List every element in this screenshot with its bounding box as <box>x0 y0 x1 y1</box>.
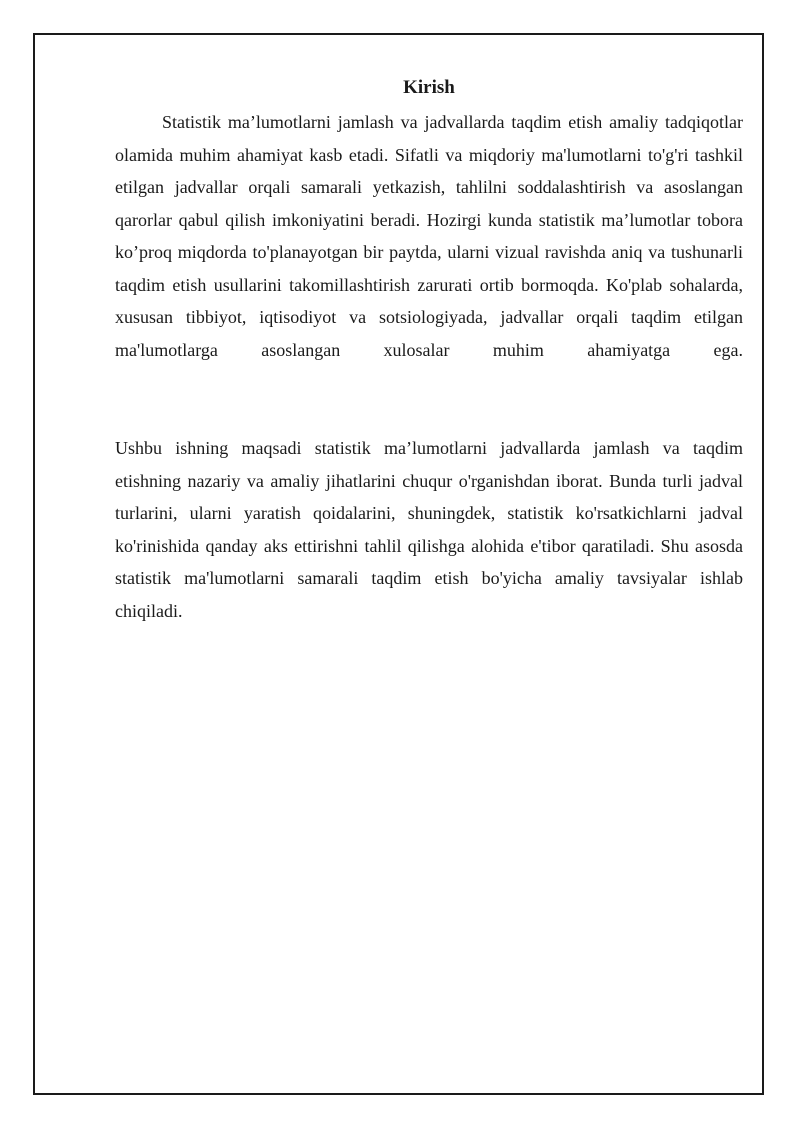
introduction-paragraph: Statistik ma’lumotlarni jamlash va jadvallarda taqdim etish amaliy tadqiqotlar olamida muhim ahamiyat kasb etadi. Sifatli va miqdoriy ma'lumotlarni to'g'ri tashkil etilgan jadvallar orqali samarali yetkazish, tahlilni soddalashtirish va asoslangan qarorlar qabul qilish imkoniyatini beradi. Hozirgi kunda statistik ma’lumotlar tobora ko’proq miqdorda to'planayotgan bir paytda, ularni vizual ravishda aniq va tushunarli taqdim etish usullarini takomillashtirish zarurati ortib bormoqda. Ko'plab sohalarda, xususan tibbiyot, iqtisodiyot va sotsiologiyada, jadvallar orqali taqdim etilgan ma'lumotlarga asoslangan xulosalar muhim ahamiyatga ega. <box>115 112 743 360</box>
purpose-paragraph: Ushbu ishning maqsadi statistik ma’lumotlarni jadvallarda jamlash va taqdim etishning nazariy va amaliy jihatlarini chuqur o'rganishdan iborat. Bunda turli jadval turlarini, ularni yaratish qoidalarini, shuningdek, statistik ko'rsatkichlarni jadval ko'rinishida qanday aks ettirishni tahlil qilishga alohida e'tibor qaratiladi. Shu asosda statistik ma'lumotlarni samarali taqdim etish bo'yicha amaliy tavsiyalar ishlab chiqiladi. <box>115 438 743 621</box>
section-title: Kirish <box>403 77 455 98</box>
